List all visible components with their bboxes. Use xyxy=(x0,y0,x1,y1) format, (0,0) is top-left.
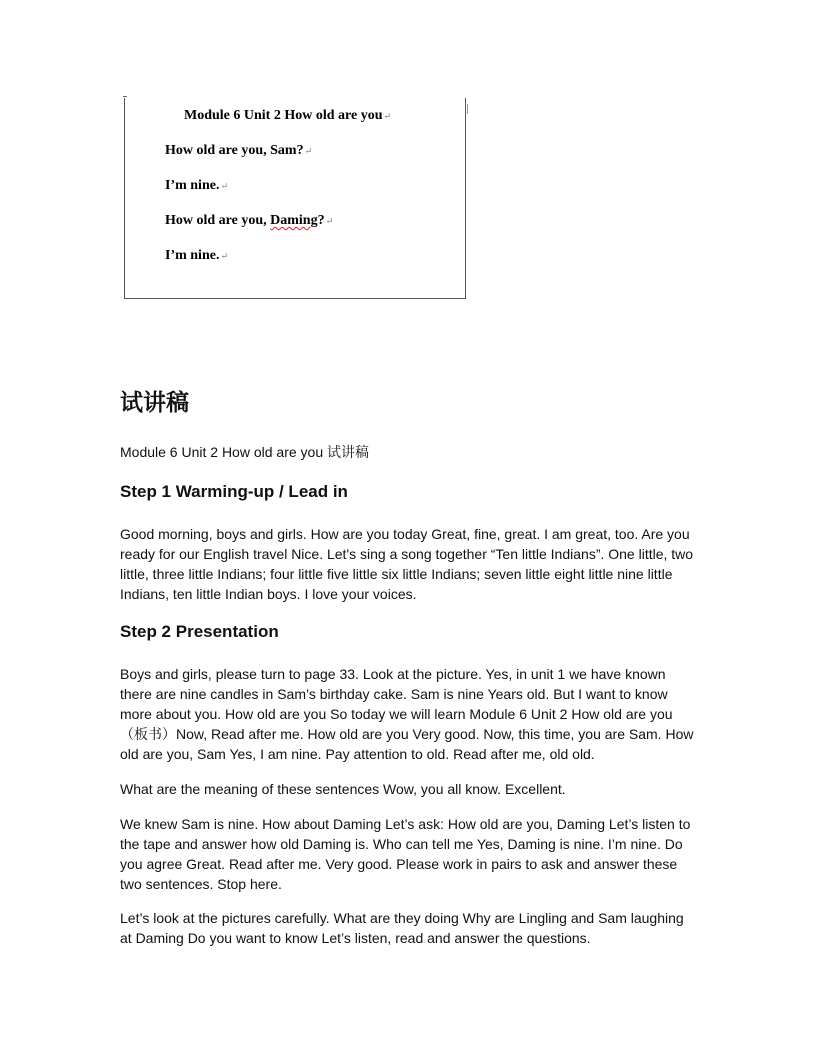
spellcheck-underlined-word: Daming xyxy=(270,213,318,228)
board-line-text: I’m nine. xyxy=(165,248,220,263)
step-2-paragraph: What are the meaning of these sentences Wow, you all know. Excellent. xyxy=(120,781,566,797)
paragraph-mark-icon: ↵ xyxy=(220,181,228,191)
paragraph-mark-icon: ↵ xyxy=(383,111,392,121)
corner-mark xyxy=(467,104,468,114)
board-title-line xyxy=(184,108,391,124)
board-answer-line xyxy=(165,178,228,194)
step-2-paragraph: Boys and girls, please turn to page 33. Look at the picture. Yes, in unit 1 we have known there are nine candles in Sam’s birthday cake. Sam is nine Years old. But I want to know more about you. How old are you So today we will learn Module 6 Unit 2 How old are you （板书）Now, Read after me. How old are you Very good. Now, this time, you are Sam. How old are you, Sam Yes, I am nine. Pay attention to old. Read after me, old old. xyxy=(120,666,694,762)
board-line-text: ? xyxy=(317,213,325,228)
step-1-paragraph: Good morning, boys and girls. How are you today Great, fine, great. I am great, too. Are you ready for our English travel Nice. Let's sing a song together “Ten little Indians”. One little, two little, three little Indians; four little five little six little Indians; seven little eight little nine little Indians, ten little Indian boys. I love your voices. xyxy=(120,526,694,602)
document-subtitle: Module 6 Unit 2 How old are you 试讲稿 xyxy=(120,444,369,460)
document-title: 试讲稿 xyxy=(120,390,189,416)
board-question-line xyxy=(165,143,312,159)
step-1-heading: Step 1 Warming-up / Lead in xyxy=(120,482,348,501)
corner-mark xyxy=(123,96,127,97)
board-line-text: How old are you, xyxy=(165,213,271,228)
board-line-text: I’m nine. xyxy=(165,178,220,193)
board-answer-line xyxy=(165,248,228,264)
step-2-paragraph: We knew Sam is nine. How about Daming Let’s ask: How old are you, Daming Let’s listen to the tape and answer how old Daming is. Who can tell me Yes, Daming is nine. I’m nine. Do you agree Great. Read after me. Very good. Please work in pairs to ask and answer these two sentences. Stop here. xyxy=(120,816,691,892)
paragraph-mark-icon: ↵ xyxy=(304,146,313,156)
board-line-text: How old are you, Sam? xyxy=(165,143,304,158)
step-2-heading: Step 2 Presentation xyxy=(120,622,279,641)
paragraph-mark-icon: ↵ xyxy=(325,216,334,226)
step-2-paragraph: Let’s look at the pictures carefully. What are they doing Why are Lingling and Sam laughing at Daming Do you want to know Let’s listen, read and answer the questions. xyxy=(120,910,684,946)
paragraph-mark-icon: ↵ xyxy=(220,251,228,261)
board-line-text: Module 6 Unit 2 How old are you xyxy=(184,108,383,123)
blackboard-notes-box xyxy=(124,98,466,299)
board-question-line xyxy=(165,213,333,229)
